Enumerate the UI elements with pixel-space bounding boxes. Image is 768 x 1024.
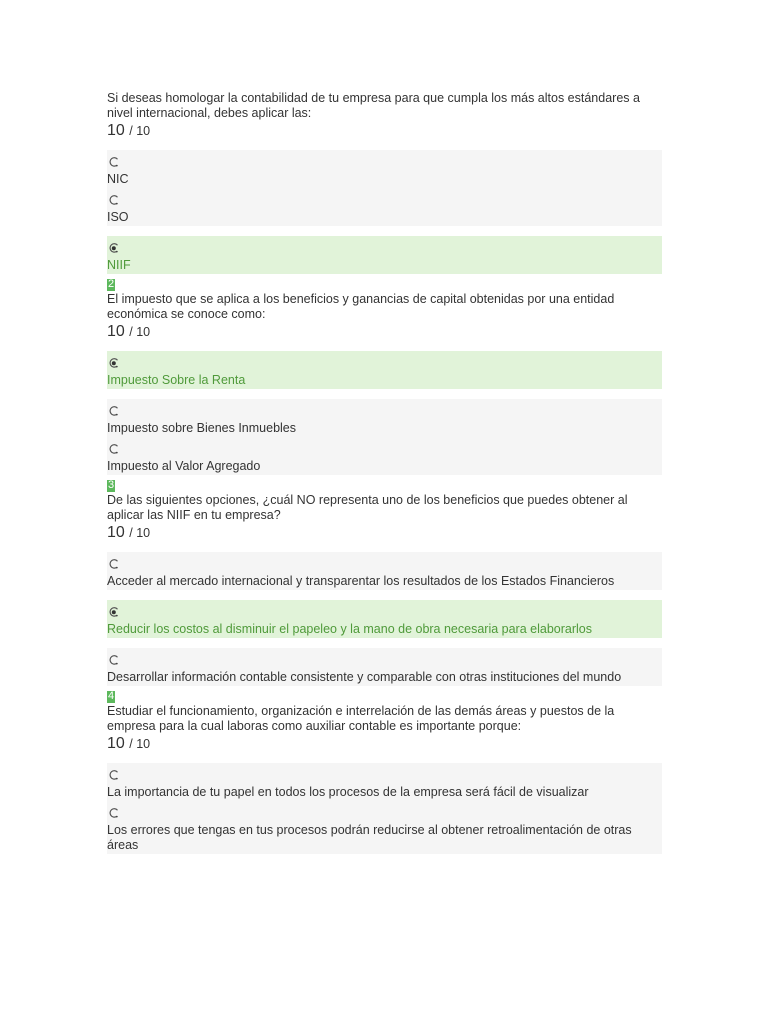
question-score xyxy=(107,734,662,754)
question-text: De las siguientes opciones, ¿cuál NO representa uno de los beneficios que puedes obtener al aplicar las NIIF en tu empresa? xyxy=(107,493,628,522)
answer-option[interactable] xyxy=(107,801,662,854)
radio-icon[interactable] xyxy=(108,156,120,168)
radio-icon[interactable] xyxy=(108,194,120,206)
question-text: El impuesto que se aplica a los beneficios y ganancias de capital obtenidas por una entidad económica se conoce como: xyxy=(107,292,615,321)
question-text: Estudiar el funcionamiento, organización e interrelación de las demás áreas y puestos de la empresa para la cual laboras como auxiliar contable es importante porque: xyxy=(107,704,615,733)
answer-option[interactable] xyxy=(107,399,662,437)
question-score xyxy=(107,322,662,342)
answer-option-label: Acceder al mercado internacional y transparentar los resultados de los Estados Financieros xyxy=(107,574,615,588)
radio-selected-icon[interactable] xyxy=(108,606,120,618)
radio-icon[interactable] xyxy=(108,443,120,455)
score-value: 10 xyxy=(107,323,125,340)
question-4 xyxy=(107,686,662,854)
question-score xyxy=(107,523,662,543)
answer-option-label: NIIF xyxy=(107,258,131,272)
score-max: / 10 xyxy=(129,325,151,339)
answer-option-label: Impuesto Sobre la Renta xyxy=(107,373,246,387)
answer-option-label: Impuesto al Valor Agregado xyxy=(107,459,261,473)
answer-option[interactable] xyxy=(107,351,662,389)
score-value: 10 xyxy=(107,524,125,541)
question-3 xyxy=(107,475,662,686)
quiz-review xyxy=(107,91,662,854)
question-1 xyxy=(107,91,662,274)
radio-selected-icon[interactable] xyxy=(108,357,120,369)
answer-option-label: NIC xyxy=(107,172,129,186)
answer-option-label: Reducir los costos al disminuir el papeleo y la mano de obra necesaria para elaborarlos xyxy=(107,622,592,636)
radio-icon[interactable] xyxy=(108,654,120,666)
radio-icon[interactable] xyxy=(108,807,120,819)
answer-option[interactable] xyxy=(107,150,662,188)
answer-option-label: La importancia de tu papel en todos los procesos de la empresa será fácil de visualizar xyxy=(107,785,589,799)
question-number-badge: 3 xyxy=(108,479,115,491)
score-value: 10 xyxy=(107,122,125,139)
answer-option[interactable] xyxy=(107,552,662,590)
radio-icon[interactable] xyxy=(108,558,120,570)
radio-icon[interactable] xyxy=(108,405,120,417)
question-number-badge: 2 xyxy=(108,278,115,290)
question-2 xyxy=(107,274,662,475)
answer-option-label: ISO xyxy=(107,210,129,224)
answer-option[interactable] xyxy=(107,236,662,274)
question-score xyxy=(107,121,662,141)
score-max: / 10 xyxy=(129,124,151,138)
score-max: / 10 xyxy=(129,737,151,751)
score-value: 10 xyxy=(107,735,125,752)
answer-option-label: Los errores que tengas en tus procesos podrán reducirse al obtener retroalimentación de otras áreas xyxy=(107,823,632,852)
question-text: Si deseas homologar la contabilidad de tu empresa para que cumpla los más altos estándares a nivel internacional, debes aplicar las: xyxy=(107,91,640,120)
answer-option[interactable] xyxy=(107,188,662,226)
answer-option-label: Desarrollar información contable consistente y comparable con otras instituciones del mundo xyxy=(107,670,622,684)
answer-option[interactable] xyxy=(107,600,662,638)
answer-option[interactable] xyxy=(107,648,662,686)
answer-option[interactable] xyxy=(107,437,662,475)
score-max: / 10 xyxy=(129,526,151,540)
answer-option-label: Impuesto sobre Bienes Inmuebles xyxy=(107,421,296,435)
radio-selected-icon[interactable] xyxy=(108,242,120,254)
question-number-badge: 4 xyxy=(108,690,115,702)
radio-icon[interactable] xyxy=(108,769,120,781)
answer-option[interactable] xyxy=(107,763,662,801)
